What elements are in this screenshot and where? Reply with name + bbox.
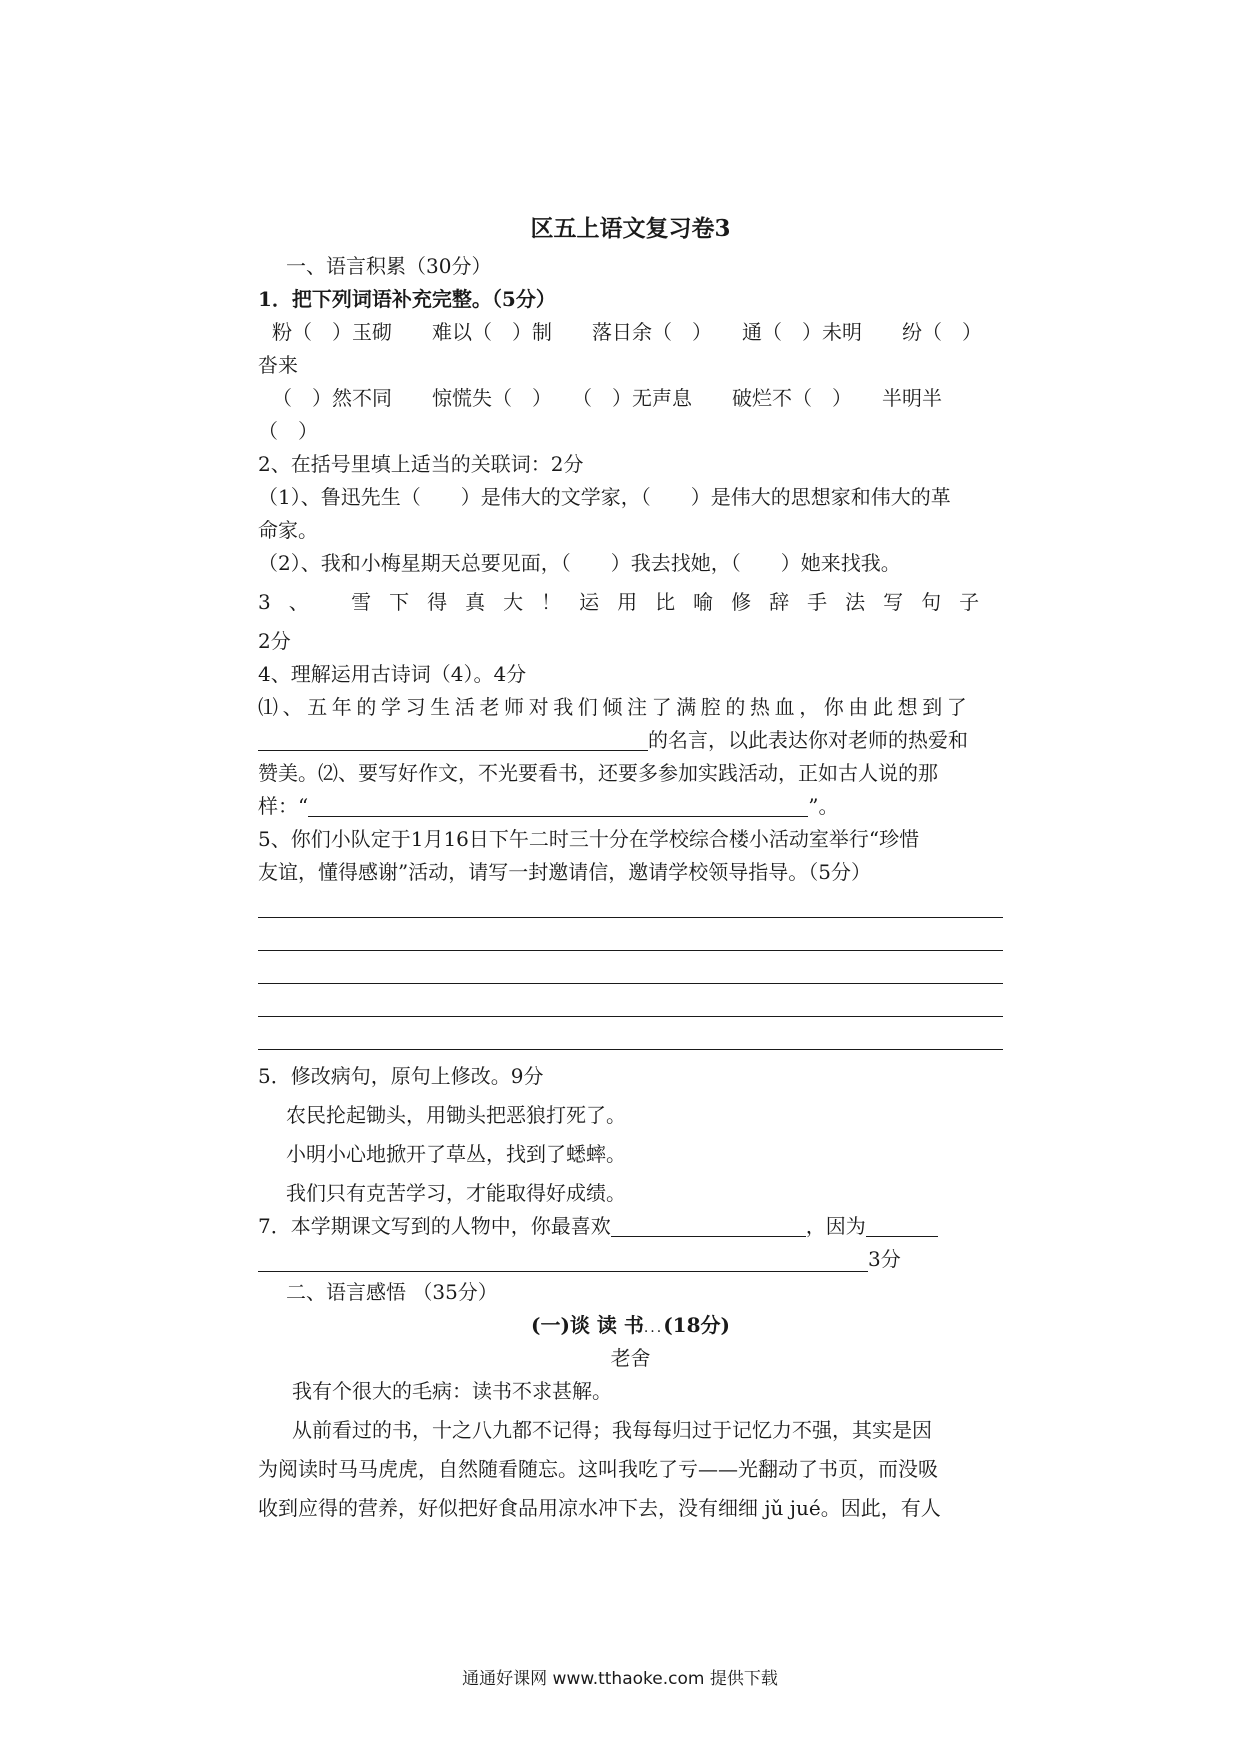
favorite-character-blank[interactable] bbox=[611, 1214, 806, 1237]
question-7-text-1: 7．本学期课文写到的人物中，你最喜欢 bbox=[258, 1214, 611, 1238]
quote-blank-2[interactable] bbox=[308, 794, 808, 817]
reading-title-dots: ... bbox=[643, 1320, 664, 1336]
question-6-heading: 5．修改病句，原句上修改。9分 bbox=[258, 1064, 544, 1088]
reading-paragraph-2-line-1: 从前看过的书，十之八九都不记得；我每每归过于记忆力不强，其实是因 bbox=[292, 1418, 932, 1442]
question-4-heading: 4、理解运用古诗词（4）。4分 bbox=[258, 662, 527, 686]
reading-title-text: (一)谈 读 书 bbox=[531, 1313, 644, 1337]
reading-paragraph-1: 我有个很大的毛病：读书不求甚解。 bbox=[292, 1379, 612, 1403]
page-content bbox=[258, 208, 1003, 1525]
question-1-row-1-wrap: 沓来 bbox=[258, 353, 298, 377]
question-4-line-2 bbox=[258, 724, 1003, 757]
question-2-item-2: （2）、我和小梅星期天总要见面，（ ）我去找她，（ ）她来找我。 bbox=[258, 551, 901, 575]
writing-line-3[interactable] bbox=[258, 955, 1003, 988]
question-3-score: 2分 bbox=[258, 629, 291, 653]
reading-title bbox=[258, 1309, 1003, 1342]
question-2-heading: 2、在括号里填上适当的关联词：2分 bbox=[258, 452, 584, 476]
question-6-sentence-3[interactable]: 我们只有克苦学习，才能取得好成绩。 bbox=[286, 1181, 626, 1205]
question-1-row-2-wrap: （ ） bbox=[258, 419, 318, 443]
question-4-line-4 bbox=[258, 790, 1003, 823]
writing-line-1[interactable] bbox=[258, 889, 1003, 922]
writing-line-4[interactable] bbox=[258, 988, 1003, 1021]
question-7-line bbox=[258, 1210, 1003, 1243]
question-1-heading: 1．把下列词语补充完整。（5分） bbox=[258, 287, 556, 311]
question-2-item-1-wrap: 命家。 bbox=[258, 518, 318, 542]
writing-line-5[interactable] bbox=[258, 1021, 1003, 1054]
question-6-sentence-2[interactable]: 小明小心地掀开了草丛，找到了蟋蟀。 bbox=[286, 1142, 626, 1166]
question-7-text-2: ，因为 bbox=[805, 1214, 866, 1238]
question-6-sentence-1[interactable]: 农民抡起锄头，用锄头把恶狼打死了。 bbox=[286, 1103, 626, 1127]
question-4-line-4-open: 样：“ bbox=[258, 794, 309, 818]
quote-blank-1[interactable] bbox=[258, 728, 648, 751]
writing-line-2[interactable] bbox=[258, 922, 1003, 955]
question-4-line-1: ⑴、五年的学习生活老师对我们倾注了满腔的热血，你由此想到了 bbox=[258, 695, 972, 719]
question-4-line-3: 赞美。⑵、要写好作文，不光要看书，还要多参加实践活动，正如古人说的那 bbox=[258, 761, 938, 785]
page-title: 区五上语文复习卷3 bbox=[530, 215, 731, 242]
question-7-score: 3分 bbox=[868, 1247, 901, 1271]
section-one-heading: 一、语言积累（30分） bbox=[286, 254, 492, 278]
question-3-line: 3、 雪下得真大！运用比喻修辞手法写句子 bbox=[258, 590, 998, 614]
section-two-heading: 二、语言感悟 （35分） bbox=[286, 1280, 498, 1304]
question-2-item-1: （1）、鲁迅先生（ ）是伟大的文学家，（ ）是伟大的思想家和伟大的革 bbox=[258, 485, 951, 509]
reading-score: (18分) bbox=[663, 1313, 730, 1337]
question-5-line-1: 5、你们小队定于1月16日下午二时三十分在学校综合楼小活动室举行“珍惜 bbox=[258, 827, 920, 851]
question-1-row-2: （ ）然不同 惊慌失（ ） （ ）无声息 破烂不（ ） 半明半 bbox=[272, 386, 942, 410]
question-1-row-1: 粉（ ）玉砌 难以（ ）制 落日余（ ） 通（ ）未明 纷（ ） bbox=[272, 320, 982, 344]
reading-paragraph-2-line-2: 为阅读时马马虎虎，自然随看随忘。这叫我吃了亏——光翻动了书页，而没吸 bbox=[258, 1457, 938, 1481]
reading-paragraph-2-line-3: 收到应得的营养，好似把好食品用凉水冲下去，没有细细 jǔ jué。因此，有人 bbox=[258, 1496, 941, 1520]
footer-credit: 通通好课网 www.tthaoke.com 提供下载 bbox=[462, 1669, 778, 1689]
question-4-line-4-close: ”。 bbox=[808, 794, 839, 818]
question-5-line-2: 友谊，懂得感谢”活动，请写一封邀请信，邀请学校领导指导。（5分） bbox=[258, 860, 871, 884]
reason-blank-continued[interactable] bbox=[258, 1249, 868, 1272]
reading-author: 老舍 bbox=[610, 1346, 651, 1370]
question-7-line-2 bbox=[258, 1243, 1003, 1276]
question-4-line-2-text: 的名言，以此表达你对老师的热爱和 bbox=[648, 728, 968, 752]
reason-blank[interactable] bbox=[866, 1214, 938, 1237]
